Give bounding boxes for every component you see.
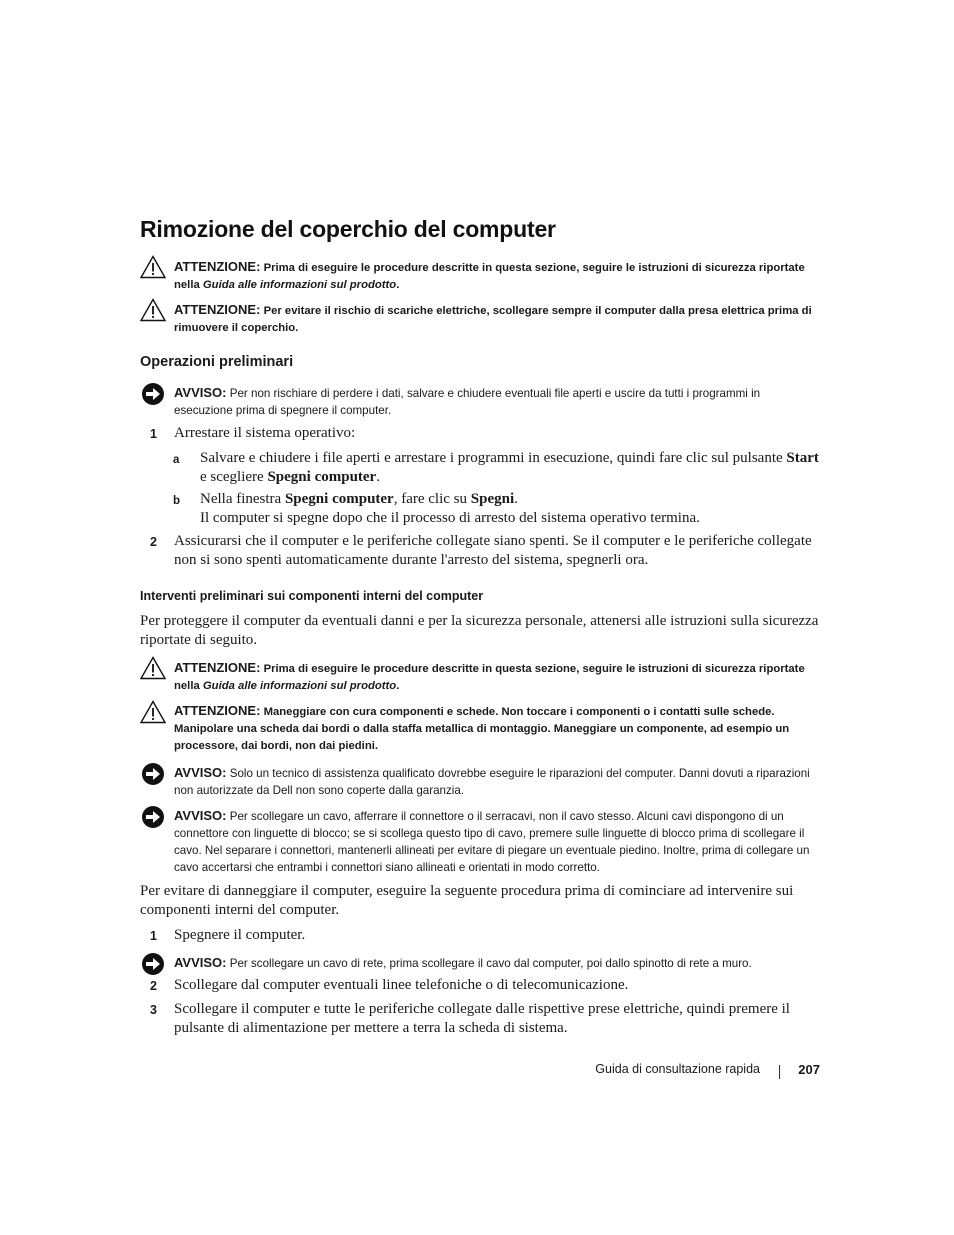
- notice-label: AVVISO:: [174, 808, 227, 823]
- caution-notice: ATTENZIONE: Prima di eseguire le procedure descritte in questa sezione, seguire le istruzioni di sicurezza riportate nella Guida alle informazioni sul prodotto.: [140, 656, 820, 692]
- page-title: Rimozione del coperchio del computer: [140, 216, 556, 242]
- notice-arrow-icon: [140, 382, 166, 406]
- page-footer: [540, 1062, 820, 1082]
- warning-triangle-icon: [140, 700, 166, 724]
- caution-label: ATTENZIONE:: [174, 703, 261, 718]
- section-heading: Operazioni preliminari: [140, 354, 294, 370]
- page-number: 207: [798, 1062, 820, 1077]
- subsection-heading: Interventi preliminari sui componenti interni del computer: [140, 589, 484, 603]
- shutdown-window-label: Spegni computer: [284, 491, 394, 507]
- warning-triangle-icon: [140, 656, 166, 680]
- shutdown-option-label: Spegni: [470, 491, 515, 507]
- product-info-guide-title: Guida alle informazioni sul prodotto: [202, 680, 397, 692]
- caution-label: ATTENZIONE:: [174, 302, 261, 317]
- caution-label: ATTENZIONE:: [174, 259, 261, 274]
- notice: AVVISO: Solo un tecnico di assistenza qualificato dovrebbe eseguire le riparazioni del computer. Danni dovuti a riparazioni non autorizzate da Dell non sono coperte dalla garanzia.: [140, 762, 820, 798]
- paragraph: Per proteggere il computer da eventuali danni e per la sicurezza personale, attenersi alle istruzioni sulla sicurezza riportate di seguito.: [140, 613, 819, 648]
- list-item: a Salvare e chiudere i file aperti e arrestare i programmi in esecuzione, quindi fare clic sul pulsante Start e scegliere Spegni computer.: [173, 450, 819, 485]
- list-item: 3 Scollegare il computer e tutte le periferiche collegate dalle rispettive prese elettriche, quindi premere il pulsante di alimentazione per mettere a terra la scheda di sistema.: [150, 1001, 790, 1036]
- list-item: 2 Assicurarsi che il computer e le periferiche collegate siano spenti. Se il computer e le periferiche collegate non si sono spenti automaticamente durante l'arresto del sistema, spegnerli ora.: [150, 533, 812, 568]
- notice: AVVISO: Per scollegare un cavo di rete, prima scollegare il cavo dal computer, poi dallo spinotto di rete a muro.: [140, 952, 820, 976]
- notice-arrow-icon: [140, 805, 166, 829]
- notice-arrow-icon: [140, 952, 166, 976]
- notice-label: AVVISO:: [174, 765, 227, 780]
- shutdown-menu-label: Spegni computer: [267, 469, 377, 485]
- list-item: 1 Spegnere il computer.: [150, 927, 306, 943]
- caution-notice: ATTENZIONE: Prima di eseguire le procedure descritte in questa sezione, seguire le istruzioni di sicurezza riportate nella Guida alle informazioni sul prodotto.: [140, 255, 820, 291]
- caution-notice: ATTENZIONE: Maneggiare con cura componenti e schede. Non toccare i componenti o i contatti sulle schede. Manipolare una scheda dai bordi o dalla staffa metallica di montaggio. Maneggiare un componente, ad esempio un processore, dai bordi, non dai piedini.: [140, 700, 820, 754]
- product-info-guide-title: Guida alle informazioni sul prodotto: [202, 279, 397, 291]
- list-item: 1 Arrestare il sistema operativo:: [150, 425, 356, 441]
- start-button-label: Start: [786, 450, 819, 466]
- warning-triangle-icon: [140, 255, 166, 279]
- notice-label: AVVISO:: [174, 385, 227, 400]
- caution-notice: ATTENZIONE: Per evitare il rischio di scariche elettriche, scollegare sempre il computer dalla presa elettrica prima di rimuovere il coperchio.: [140, 298, 820, 334]
- notice: AVVISO: Per scollegare un cavo, afferrare il connettore o il serracavi, non il cavo stesso. Alcuni cavi dispongono di un connettore con linguette di blocco; se si scollega questo tipo di cavo, premere sulle linguette di blocco prima di scollegare il cavo. Nel separare i connettori, mantenerli allineati per evitare di piegare un eventuale piedino. Inoltre, prima di collegare un cavo accertarsi che entrambi i connettori siano allineati e orientati in modo corretto.: [140, 805, 820, 877]
- footer-divider: [779, 1065, 780, 1079]
- list-item: 2 Scollegare dal computer eventuali linee telefoniche o di telecomunicazione.: [150, 977, 629, 993]
- notice: AVVISO: Per non rischiare di perdere i dati, salvare e chiudere eventuali file aperti e uscire da tutti i programmi in esecuzione prima di spegnere il computer.: [140, 382, 820, 418]
- caution-label: ATTENZIONE:: [174, 660, 261, 675]
- warning-triangle-icon: [140, 298, 166, 322]
- footer-title: Guida di consultazione rapida: [595, 1062, 760, 1076]
- paragraph: Per evitare di danneggiare il computer, eseguire la seguente procedura prima di cominciare ad intervenire sui componenti interni del computer.: [140, 883, 794, 918]
- notice-arrow-icon: [140, 762, 166, 786]
- list-item: b Nella finestra Spegni computer, fare clic su Spegni. Il computer si spegne dopo che il processo di arresto del sistema operativo termina.: [173, 491, 700, 526]
- notice-label: AVVISO:: [174, 955, 227, 970]
